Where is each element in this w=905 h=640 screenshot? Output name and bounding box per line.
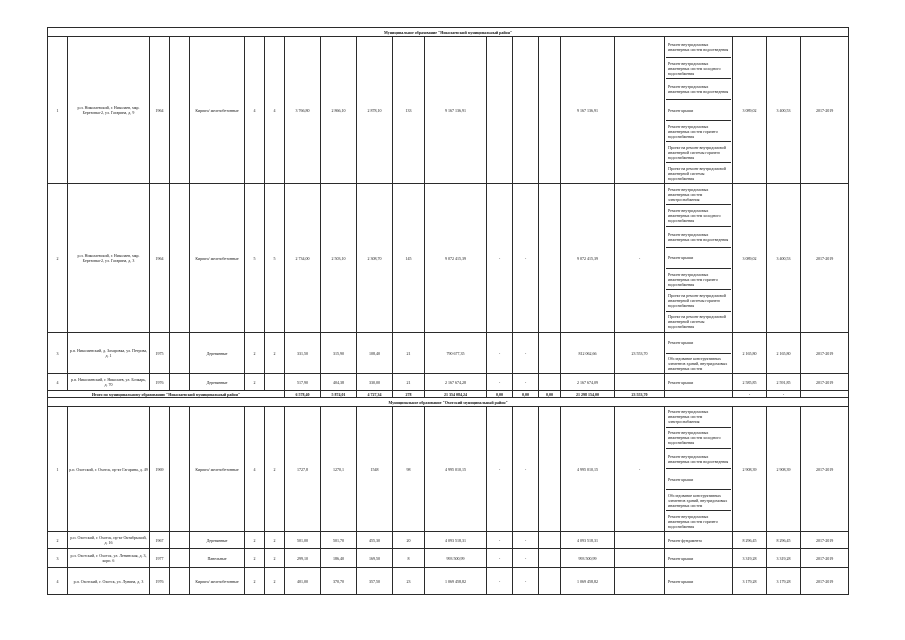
cell-period: 2017-2019 (801, 407, 849, 532)
cell-col16 (615, 532, 665, 549)
cell-col13: - (513, 184, 539, 333)
cell-empty (170, 532, 190, 549)
cell-area-residential: 1548 (357, 407, 393, 532)
section-title: Муниципальное образование "Охотский муниципальный район" (48, 398, 849, 407)
cell-period: 2017-2019 (801, 184, 849, 333)
cell-residents: 21 (393, 333, 425, 374)
cell-col13: - (513, 374, 539, 391)
cell-col16: - (615, 184, 665, 333)
cell-col12: - (487, 532, 513, 549)
work-item: Ремонт крыши (666, 333, 731, 354)
cell-unit-cost: 2 165,80 (733, 333, 767, 374)
cell-year: 1976 (150, 374, 170, 391)
cell-material: Кирпич/ железобетонные (190, 407, 245, 532)
cell-col15: 4 093 518,31 (561, 532, 615, 549)
cell-area-residential: 455,30 (357, 532, 393, 549)
cell-col13: - (513, 549, 539, 568)
cell-unit-cost: 3 179,28 (733, 568, 767, 595)
cell-floors: 2 (245, 568, 265, 595)
work-item: Ремонт внутридомовых инженерных систем водоотведения (666, 227, 731, 248)
cell-area-living: 315,90 (321, 333, 357, 374)
cell-area-residential: 357,50 (357, 568, 393, 595)
table-row (48, 374, 849, 391)
cell-material: Кирпич/ железобетонные (190, 37, 245, 184)
cell-col15: 812 062,66 (561, 333, 615, 374)
cell-floors: 4 (245, 407, 265, 532)
total-period-empty (801, 391, 849, 398)
cell-area-living: 1270,1 (321, 407, 357, 532)
cell-area-living: 370,70 (321, 568, 357, 595)
cell-residents: 8 (393, 549, 425, 568)
document-sheet (47, 27, 848, 595)
cell-address: р.п. Николаевский, г. Николаев, мкр. Березовка-2, ул. Гагарина, д. 9 (68, 37, 150, 184)
cell-address: р.п. Охотский, г. Охотск, пр-кт Гагарина, д. 49 (68, 407, 150, 532)
work-item: Ремонт крыши (666, 100, 731, 121)
cell-residents: 20 (393, 532, 425, 549)
cell-works (665, 568, 733, 595)
cell-year: 1976 (150, 568, 170, 595)
cell-area-residential: 108,40 (357, 333, 393, 374)
work-item: Ремонт внутридомовых инженерных систем водоотведения (666, 37, 731, 58)
cell-address: р.п. Охотский, г. Охотск, ул. Ленинская, д. 3, корп. 6 (68, 549, 150, 568)
cell-empty (170, 37, 190, 184)
cell-year: 1969 (150, 407, 170, 532)
section-header-row (48, 398, 849, 407)
cell-cost-total: 2 167 674,28 (425, 374, 487, 391)
cell-col13 (513, 37, 539, 184)
cell-num: 1 (48, 37, 68, 184)
cell-unit-cost: 3 089,02 (733, 184, 767, 333)
cell-area-residential: 2 878,10 (357, 37, 393, 184)
cell-area-living: 2 866,10 (321, 37, 357, 184)
cell-area-living: 186,40 (321, 549, 357, 568)
cell-limit-cost: 3 179,28 (767, 568, 801, 595)
cell-period: 2017-2019 (801, 549, 849, 568)
cell-col15: 9 072 415,39 (561, 184, 615, 333)
total-cost-total: 21 354 084,24 (425, 391, 487, 398)
section-header-row (48, 28, 849, 37)
cell-address: р.п. Охотский, г. Охотск, ул. Лунина, д. 3 (68, 568, 150, 595)
table-body (48, 28, 849, 595)
cell-limit-cost: 3 400,53 (767, 184, 801, 333)
cell-num: 4 (48, 374, 68, 391)
work-item: Ремонт внутридомовых инженерных систем электроснабжения (666, 407, 731, 428)
total-label: Итого по муниципальному образованию "Николаевский муниципальный район" (48, 391, 285, 398)
cell-area-total: 1727,8 (285, 407, 321, 532)
cell-year: 1964 (150, 184, 170, 333)
total-works-empty (665, 391, 733, 398)
work-item: Ремонт внутридомовых инженерных систем горячего водоснабжения (668, 513, 718, 529)
cell-address: р.п. Охотский, г. Охотск, пр-кт Октябрьский, д. 16 (68, 532, 150, 549)
cell-entrances: 2 (265, 333, 285, 374)
work-item: Ремонт крыши (668, 379, 694, 385)
cell-material: Кирпич/ железобетонные (190, 184, 245, 333)
section-title: Муниципальное образование "Николаевский муниципальный район" (48, 28, 849, 37)
work-item: Ремонт крыши (666, 248, 731, 269)
cell-area-total: 2 734,00 (285, 184, 321, 333)
total-col15: 21 298 154,00 (561, 391, 615, 398)
cell-num: 3 (48, 549, 68, 568)
cell-col12: - (487, 568, 513, 595)
cell-col15: 993 500,99 (561, 549, 615, 568)
cell-works (665, 532, 733, 549)
work-item: Обследование конструктивных элементов зданий, внутридомовых инженерных систем (668, 355, 728, 371)
cell-floors: 2 (245, 532, 265, 549)
work-item: Проект на ремонт внутридомовой инженерной системы горячего водоснабжения (666, 142, 731, 163)
cell-cost-total: 1 069 458,82 (425, 568, 487, 595)
work-item: Ремонт крыши (668, 578, 694, 584)
work-item: Ремонт внутридомовых инженерных систем холодного водоснабжения (666, 428, 731, 449)
cell-period: 2017-2019 (801, 568, 849, 595)
cell-limit-cost: 3 400,53 (767, 37, 801, 184)
cell-col16 (615, 37, 665, 184)
cell-entrances: 5 (265, 184, 285, 333)
cell-area-residential: 2 308,70 (357, 184, 393, 333)
cell-empty (170, 407, 190, 532)
cell-area-residential: 330,00 (357, 374, 393, 391)
cell-period: 2017-2019 (801, 333, 849, 374)
table-row (48, 333, 849, 374)
cell-entrances: 2 (265, 532, 285, 549)
cell-residents: 133 (393, 37, 425, 184)
total-unit-cost: - (733, 391, 767, 398)
total-limit-cost: - (767, 391, 801, 398)
cell-period: 2017-2019 (801, 374, 849, 391)
cell-cost-total: 4 093 518,31 (425, 532, 487, 549)
work-item: Ремонт крыши (668, 555, 694, 561)
cell-col16 (615, 568, 665, 595)
cell-col12 (487, 37, 513, 184)
cell-period: 2017-2019 (801, 532, 849, 549)
cell-col14 (539, 333, 561, 374)
work-item: Ремонт внутридомовых инженерных систем горячего водоснабжения (666, 121, 731, 142)
cell-works (665, 184, 733, 333)
cell-col15: 1 069 458,82 (561, 568, 615, 595)
cell-col14 (539, 568, 561, 595)
repair-register-table (47, 27, 849, 595)
cell-col12: - (487, 374, 513, 391)
total-residents: 278 (393, 391, 425, 398)
cell-unit-cost: 3 319,28 (733, 549, 767, 568)
cell-limit-cost: 2 908,39 (767, 407, 801, 532)
cell-material: Кирпич/ железобетонные (190, 568, 245, 595)
cell-col14 (539, 532, 561, 549)
total-col12: 0,00 (487, 391, 513, 398)
cell-area-total: 331,50 (285, 333, 321, 374)
cell-col14 (539, 374, 561, 391)
cell-col14 (539, 407, 561, 532)
cell-area-total: 299,10 (285, 549, 321, 568)
cell-empty (170, 568, 190, 595)
cell-col14 (539, 184, 561, 333)
cell-limit-cost: 2 165,80 (767, 333, 801, 374)
cell-col16 (615, 549, 665, 568)
cell-num: 2 (48, 532, 68, 549)
cell-area-living: 2 503,10 (321, 184, 357, 333)
cell-works (665, 37, 733, 184)
total-area-residential: 4 727,34 (357, 391, 393, 398)
cell-cost-total: 993 500,99 (425, 549, 487, 568)
work-item: Ремонт внутридомовых инженерных систем водоотведения (666, 79, 731, 100)
work-item: Обследование конструктивных элементов зданий, внутридомовых инженерных систем (666, 490, 731, 511)
work-item: Ремонт крыши (666, 469, 731, 490)
cell-area-residential: 169,50 (357, 549, 393, 568)
work-item: Ремонт внутридомовых инженерных систем водоотведения (666, 449, 731, 470)
cell-material: Панельные (190, 549, 245, 568)
table-row (48, 568, 849, 595)
cell-cost-total: 4 995 010,15 (425, 407, 487, 532)
work-item: Проект на ремонт внутридомовой инженерной системы горячего водоснабжения (666, 290, 731, 311)
cell-limit-cost: 8 296,45 (767, 532, 801, 549)
cell-entrances (265, 374, 285, 391)
cell-unit-cost: 2 585,85 (733, 374, 767, 391)
work-item: Ремонт внутридомовых инженерных систем холодного водоснабжения (666, 205, 731, 226)
cell-residents: 98 (393, 407, 425, 532)
cell-num: 2 (48, 184, 68, 333)
table-row (48, 37, 849, 184)
cell-entrances: 4 (265, 37, 285, 184)
cell-material: Деревянные (190, 374, 245, 391)
cell-works (665, 374, 733, 391)
work-item: Ремонт фундамента (668, 537, 702, 543)
cell-year: 1967 (150, 532, 170, 549)
cell-floors: 5 (245, 184, 265, 333)
cell-num: 3 (48, 333, 68, 374)
table-row (48, 407, 849, 532)
cell-residents: 145 (393, 184, 425, 333)
total-area-total: 6 578,40 (285, 391, 321, 398)
cell-num: 4 (48, 568, 68, 595)
cell-col14 (539, 549, 561, 568)
cell-area-living: 501,70 (321, 532, 357, 549)
total-col14: 0,00 (539, 391, 561, 398)
cell-area-total: 517,90 (285, 374, 321, 391)
cell-year: 1964 (150, 37, 170, 184)
table-row (48, 532, 849, 549)
cell-period: 2017-2019 (801, 37, 849, 184)
cell-empty (170, 549, 190, 568)
cell-col16: - (615, 407, 665, 532)
cell-cost-total: 9 072 415,39 (425, 184, 487, 333)
cell-unit-cost: 3 089,02 (733, 37, 767, 184)
cell-area-living: 404,38 (321, 374, 357, 391)
work-item: Ремонт внутридомовых инженерных систем электроснабжения (666, 184, 731, 205)
total-col16: 23 553,70 (615, 391, 665, 398)
cell-residents: 21 (393, 374, 425, 391)
cell-works (665, 407, 733, 532)
cell-empty (170, 333, 190, 374)
cell-num: 1 (48, 407, 68, 532)
table-row (48, 184, 849, 333)
cell-entrances: 2 (265, 549, 285, 568)
cell-floors: 2 (245, 374, 265, 391)
work-item: Проект на ремонт внутридомовой инженерной системы водоснабжения (668, 165, 726, 181)
cell-works (665, 333, 733, 374)
total-col13: 0,00 (513, 391, 539, 398)
cell-residents: 23 (393, 568, 425, 595)
cell-limit-cost: 2 591,85 (767, 374, 801, 391)
cell-material: Деревянные (190, 532, 245, 549)
cell-address: р.п. Николаевский, г. Николаев, ул. Бочкарь, д. 70 (68, 374, 150, 391)
cell-col13: - (513, 407, 539, 532)
cell-col15: 2 167 674,09 (561, 374, 615, 391)
cell-year: 1977 (150, 549, 170, 568)
cell-col14 (539, 37, 561, 184)
cell-col12: - (487, 184, 513, 333)
cell-year: 1975 (150, 333, 170, 374)
cell-area-total: 501,00 (285, 532, 321, 549)
cell-col16 (615, 374, 665, 391)
cell-empty (170, 374, 190, 391)
cell-col12: - (487, 407, 513, 532)
cell-entrances: 2 (265, 407, 285, 532)
cell-col13: - (513, 568, 539, 595)
cell-cost-total: 9 167 136,91 (425, 37, 487, 184)
cell-floors: 4 (245, 37, 265, 184)
table-row (48, 549, 849, 568)
cell-address: р.п. Николаевский, г. Николаев, мкр. Березовка-2, ул. Гагарина, д. 3 (68, 184, 150, 333)
cell-entrances: 2 (265, 568, 285, 595)
cell-col16: 23 553,70 (615, 333, 665, 374)
cell-address: р.п. Николаевский, д. Захаровка, ул. Петрова, д. 1 (68, 333, 150, 374)
cell-material: Деревянные (190, 333, 245, 374)
cell-limit-cost: 3 319,28 (767, 549, 801, 568)
cell-col12: - (487, 549, 513, 568)
cell-col12: - (487, 333, 513, 374)
cell-col15: 9 167 136,91 (561, 37, 615, 184)
work-item: Ремонт внутридомовых инженерных систем холодного водоснабжения (666, 58, 731, 79)
cell-col15: 4 995 010,15 (561, 407, 615, 532)
total-row (48, 391, 849, 398)
cell-floors: 2 (245, 549, 265, 568)
work-item: Проект на ремонт внутридомовой инженерной системы водоснабжения (668, 314, 726, 330)
cell-empty (170, 184, 190, 333)
work-item: Ремонт внутридомовых инженерных систем горячего водоснабжения (666, 269, 731, 290)
cell-col13: - (513, 333, 539, 374)
cell-unit-cost: 8 296,45 (733, 532, 767, 549)
cell-works (665, 549, 733, 568)
cell-area-total: 401,00 (285, 568, 321, 595)
cell-unit-cost: 2 908,39 (733, 407, 767, 532)
total-area-living: 5 874,01 (321, 391, 357, 398)
cell-cost-total: 790 677,35 (425, 333, 487, 374)
cell-area-total: 3 766,80 (285, 37, 321, 184)
cell-col13: - (513, 532, 539, 549)
cell-floors: 2 (245, 333, 265, 374)
